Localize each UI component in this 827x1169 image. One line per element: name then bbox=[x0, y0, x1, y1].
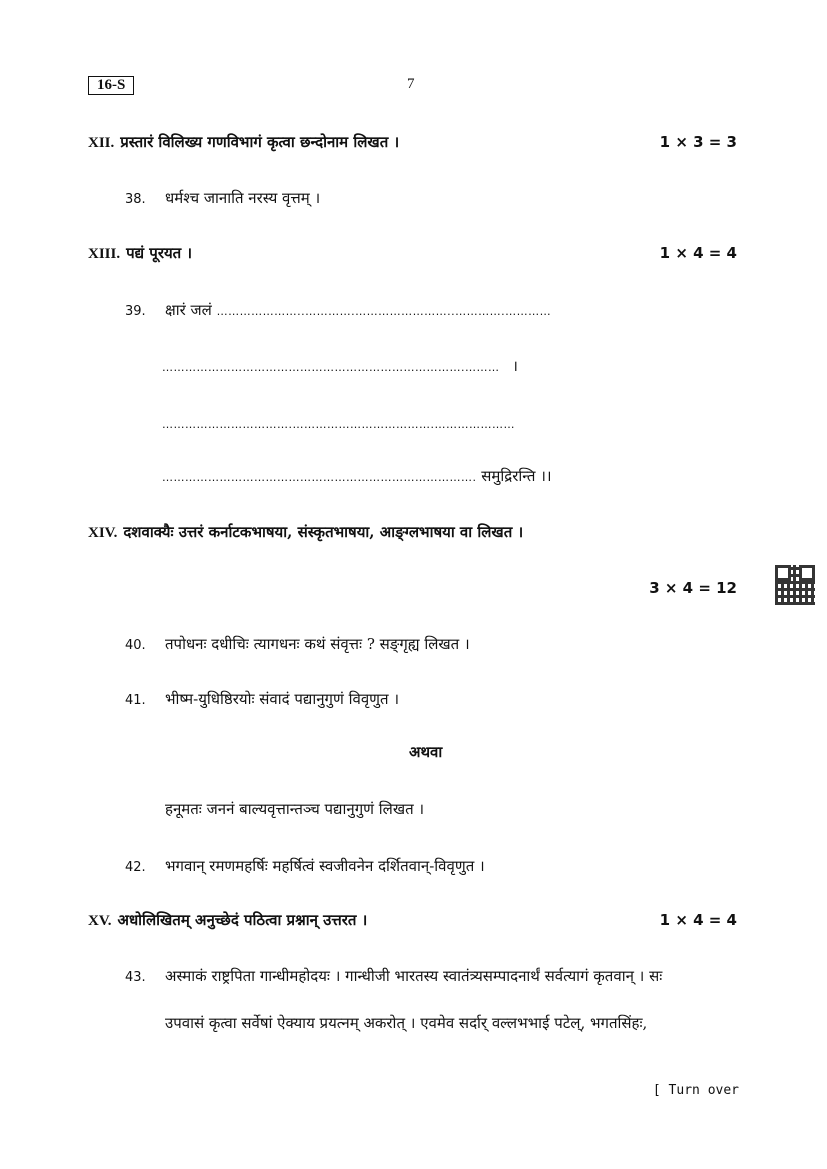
question-42-text: भगवान् रमणमहर्षिः महर्षित्वं स्वजीवनेन दर्शितवान्-विवृणुत । bbox=[165, 857, 485, 875]
question-42 bbox=[125, 856, 485, 876]
qr-code-icon bbox=[775, 565, 815, 605]
question-39-end: समुद्रिरन्ति ।। bbox=[481, 467, 552, 485]
question-41-number: 41. bbox=[125, 693, 146, 708]
section-xiii-marks: 1 × 4 = 4 bbox=[659, 244, 737, 262]
question-41-alternative: हनूमतः जननं बाल्यवृत्तान्तञ्च पद्यानुगुणं लिखत । bbox=[165, 800, 425, 818]
section-xv-heading bbox=[88, 910, 367, 930]
question-41 bbox=[125, 689, 399, 709]
question-38-number: 38. bbox=[125, 192, 146, 207]
section-xii-marks: 1 × 3 = 3 bbox=[659, 133, 737, 151]
section-xiii-roman: XIII. bbox=[88, 246, 121, 262]
question-43-number: 43. bbox=[125, 970, 146, 985]
section-xii-roman: XII. bbox=[88, 135, 115, 151]
question-39-danda: । bbox=[512, 357, 518, 375]
question-43-line-1 bbox=[125, 966, 662, 986]
question-40-number: 40. bbox=[125, 638, 146, 653]
section-xiv-heading bbox=[88, 522, 523, 542]
page-number: 7 bbox=[407, 76, 415, 92]
question-39-line-1 bbox=[125, 300, 551, 320]
question-41-text: भीष्म-युधिष्ठिरयोः संवादं पद्यानुगुणं विवृणुत । bbox=[165, 690, 400, 708]
question-39-blank-4: ………………………………………………………………………. bbox=[162, 471, 477, 484]
question-43-line-2: उपवासं कृत्वा सर्वेषां ऐक्याय प्रयत्नम् अकरोत् । एवमेव सर्दार् वल्लभभाई पटेल्, भगतसिंहः, bbox=[165, 1014, 648, 1032]
question-39-number: 39. bbox=[125, 304, 146, 319]
paper-code: 16-S bbox=[88, 76, 134, 95]
question-39-blank-1: …………………..………….……………………..………….………… bbox=[216, 305, 552, 318]
section-xv-title: अधोलिखितम् अनुच्छेदं पठित्वा प्रश्नान् उत्तरत । bbox=[117, 911, 368, 929]
section-xiv-roman: XIV. bbox=[88, 525, 118, 541]
section-xii-heading bbox=[88, 132, 399, 152]
question-39-line-4 bbox=[162, 466, 552, 486]
question-43-text-1: अस्माकं राष्ट्रपिता गान्धीमहोदयः । गान्धीजी भारतस्य स्वातंत्र्यसम्पादनार्थं सर्वत्यागं कृतवान् । सः bbox=[165, 967, 663, 985]
section-xv-roman: XV. bbox=[88, 913, 112, 929]
section-xiii-title: पद्यं पूरयत । bbox=[126, 244, 193, 262]
turn-over-label: [ Turn over bbox=[652, 1083, 739, 1098]
question-40-text: तपोधनः दधीचिः त्यागधनः कथं संवृत्तः ? सङ्गृह्य लिखत । bbox=[165, 635, 470, 653]
section-xv-marks: 1 × 4 = 4 bbox=[659, 911, 737, 929]
question-42-number: 42. bbox=[125, 860, 146, 875]
question-39-blank-3: …………………………….……………………………….………………… bbox=[162, 418, 515, 431]
or-label: अथवा bbox=[409, 743, 443, 761]
section-xiv-title: दशवाक्यैः उत्तरं कर्नाटकभाषया, संस्कृतभाषया, आङ्ग्लभाषया वा लिखत । bbox=[123, 523, 524, 541]
question-39-blank-2: …………………………………………………………………….……… bbox=[162, 361, 500, 374]
question-39-line-3 bbox=[162, 414, 515, 432]
question-39-start: क्षारं जलं bbox=[165, 301, 212, 319]
question-40 bbox=[125, 634, 470, 654]
question-38-text: धर्मश्च जानाति नरस्य वृत्तम् । bbox=[165, 189, 321, 207]
section-xii-title: प्रस्तारं विलिख्य गणविभागं कृत्वा छन्दोनाम लिखत । bbox=[120, 133, 400, 151]
question-38 bbox=[125, 188, 320, 208]
section-xiv-marks: 3 × 4 = 12 bbox=[649, 579, 737, 597]
question-39-line-2 bbox=[162, 356, 518, 376]
section-xiii-heading bbox=[88, 243, 192, 263]
